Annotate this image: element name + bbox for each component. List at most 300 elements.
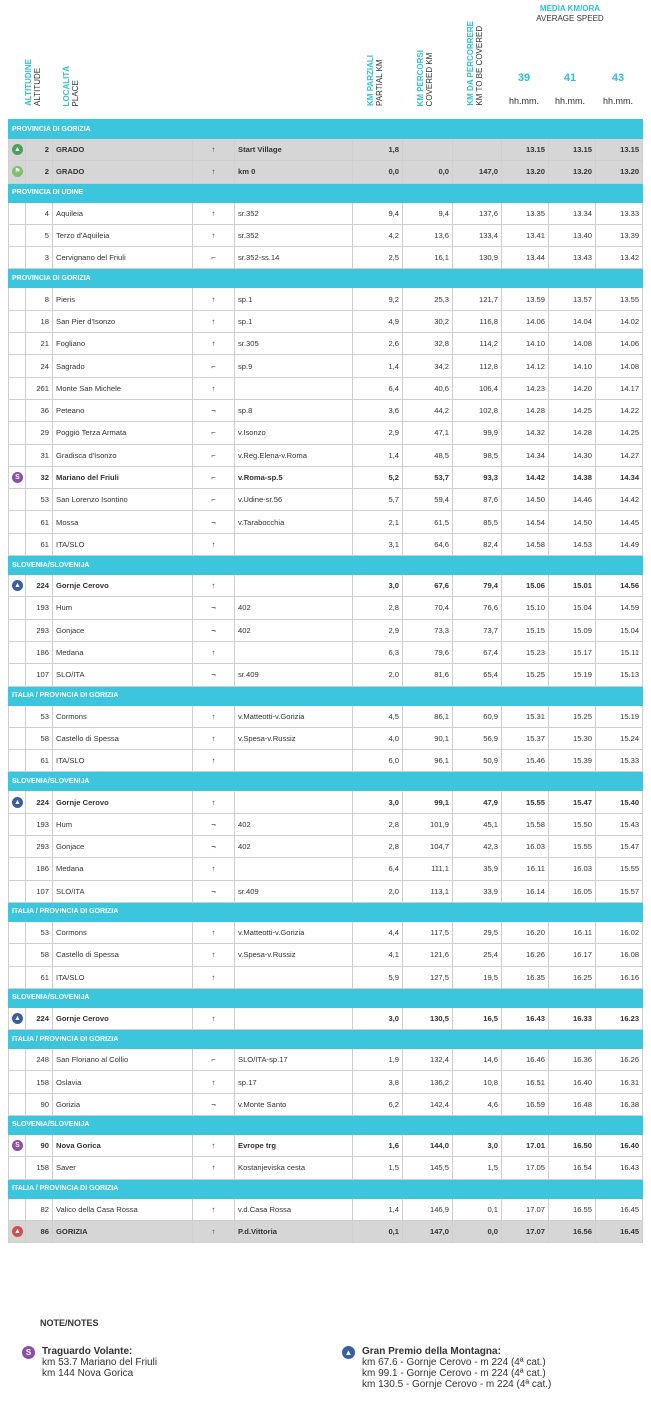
road-cell: sr.409 bbox=[235, 880, 353, 902]
icon-cell bbox=[9, 1157, 26, 1179]
covered-km-cell: 40,6 bbox=[403, 377, 453, 399]
direction-cell: ↑ bbox=[193, 944, 235, 966]
table-row bbox=[9, 858, 643, 880]
direction-cell: ¬ bbox=[193, 597, 235, 619]
section-row bbox=[9, 686, 643, 705]
time-39-cell: 16.26 bbox=[502, 944, 549, 966]
place-cell: Cormons bbox=[53, 705, 193, 727]
covered-km-cell: 0,0 bbox=[403, 161, 453, 183]
section-row bbox=[9, 556, 643, 575]
section-row bbox=[9, 269, 643, 288]
altitude-cell: 90 bbox=[26, 1093, 53, 1115]
direction-cell: ⌐ bbox=[193, 444, 235, 466]
covered-km-cell: 101,9 bbox=[403, 813, 453, 835]
covered-km-cell bbox=[403, 139, 453, 161]
direction-cell: ¬ bbox=[193, 880, 235, 902]
table-row bbox=[9, 333, 643, 355]
section-label: ITALIA / PROVINCIA DI GORIZIA bbox=[9, 686, 643, 705]
time-41-cell: 16.54 bbox=[549, 1157, 596, 1179]
covered-km-cell: 111,1 bbox=[403, 858, 453, 880]
covered-km-cell: 145,5 bbox=[403, 1157, 453, 1179]
time-43-cell: 14.06 bbox=[596, 333, 643, 355]
partial-km-cell: 0,1 bbox=[353, 1220, 403, 1242]
time-41-cell: 14.38 bbox=[549, 466, 596, 488]
time-43-cell: 15.33 bbox=[596, 750, 643, 772]
altitude-cell: 18 bbox=[26, 310, 53, 332]
place-cell: Gonjace bbox=[53, 836, 193, 858]
time-43-cell: 15.19 bbox=[596, 705, 643, 727]
partial-km-cell: 4,2 bbox=[353, 224, 403, 246]
direction-cell: ↑ bbox=[193, 575, 235, 597]
table-row bbox=[9, 705, 643, 727]
section-row bbox=[9, 988, 643, 1007]
covered-km-header: KM PERCORSI COVERED KM bbox=[416, 49, 434, 106]
icon-cell bbox=[9, 836, 26, 858]
sprint-note-line: km 144 Nova Gorica bbox=[42, 1368, 134, 1379]
icon-cell bbox=[9, 880, 26, 902]
road-cell bbox=[235, 1007, 353, 1029]
to-cover-km-cell: 50,9 bbox=[453, 750, 502, 772]
road-cell: v.Isonzo bbox=[235, 422, 353, 444]
partial-km-cell: 3,0 bbox=[353, 791, 403, 813]
time-39-cell: 14.58 bbox=[502, 533, 549, 555]
icon-cell bbox=[9, 533, 26, 555]
time-43-cell: 16.38 bbox=[596, 1093, 643, 1115]
to-cover-km-cell: 133,4 bbox=[453, 224, 502, 246]
route-table bbox=[8, 119, 643, 1243]
direction-cell: ↑ bbox=[193, 641, 235, 663]
covered-km-cell: 30,2 bbox=[403, 310, 453, 332]
road-cell: sr.352-ss.14 bbox=[235, 247, 353, 269]
time-43-cell: 13.20 bbox=[596, 161, 643, 183]
altitude-cell: 86 bbox=[26, 1220, 53, 1242]
time-39-cell: 13.59 bbox=[502, 288, 549, 310]
partial-km-cell: 5,9 bbox=[353, 966, 403, 988]
covered-km-cell: 47,1 bbox=[403, 422, 453, 444]
mountain-icon: ▲ bbox=[12, 797, 23, 808]
section-label: SLOVENIA/SLOVENIJA bbox=[9, 772, 643, 791]
covered-km-cell: 59,4 bbox=[403, 489, 453, 511]
covered-km-cell: 16,1 bbox=[403, 247, 453, 269]
place-cell: Saver bbox=[53, 1157, 193, 1179]
time-39-cell: 13.35 bbox=[502, 202, 549, 224]
icon-cell bbox=[9, 1007, 26, 1029]
time-41-cell: 15.47 bbox=[549, 791, 596, 813]
table-row bbox=[9, 750, 643, 772]
table-row bbox=[9, 575, 643, 597]
to-cover-km-cell: 56,9 bbox=[453, 727, 502, 749]
road-cell: sr.409 bbox=[235, 664, 353, 686]
kom-note-line: km 130.5 - Gornje Cerovo - m 224 (4ª cat.) bbox=[362, 1379, 552, 1390]
direction-cell: ↑ bbox=[193, 377, 235, 399]
direction-cell: ↑ bbox=[193, 202, 235, 224]
section-row bbox=[9, 120, 643, 139]
time-41-cell: 15.25 bbox=[549, 705, 596, 727]
to-cover-km-cell: 87,6 bbox=[453, 489, 502, 511]
table-row bbox=[9, 1157, 643, 1179]
partial-km-cell: 2,0 bbox=[353, 880, 403, 902]
table-header bbox=[0, 0, 651, 118]
time-41-cell: 13.20 bbox=[549, 161, 596, 183]
partial-km-cell: 4,5 bbox=[353, 705, 403, 727]
partial-km-cell: 1,4 bbox=[353, 355, 403, 377]
direction-cell: ⌐ bbox=[193, 355, 235, 377]
time-39-cell: 17.01 bbox=[502, 1134, 549, 1156]
place-cell: Gorizia bbox=[53, 1093, 193, 1115]
direction-cell: ⌐ bbox=[193, 1049, 235, 1071]
time-41-cell: 14.20 bbox=[549, 377, 596, 399]
table-row bbox=[9, 247, 643, 269]
section-row bbox=[9, 902, 643, 921]
altitude-cell: 5 bbox=[26, 224, 53, 246]
icon-cell bbox=[9, 310, 26, 332]
road-cell: sp.1 bbox=[235, 288, 353, 310]
to-cover-km-cell: 112,8 bbox=[453, 355, 502, 377]
altitude-cell: 3 bbox=[26, 247, 53, 269]
road-cell bbox=[235, 791, 353, 813]
partial-km-cell: 9,4 bbox=[353, 202, 403, 224]
covered-km-cell: 70,4 bbox=[403, 597, 453, 619]
time-41-cell: 13.34 bbox=[549, 202, 596, 224]
table-row bbox=[9, 422, 643, 444]
icon-cell bbox=[9, 511, 26, 533]
direction-cell: ↑ bbox=[193, 1220, 235, 1242]
time-39-cell: 15.15 bbox=[502, 619, 549, 641]
icon-cell bbox=[9, 944, 26, 966]
time-43-cell: 15.13 bbox=[596, 664, 643, 686]
covered-km-cell: 146,9 bbox=[403, 1198, 453, 1220]
partial-km-cell: 3,0 bbox=[353, 1007, 403, 1029]
icon-cell bbox=[9, 1093, 26, 1115]
partial-km-cell: 2,8 bbox=[353, 597, 403, 619]
covered-km-cell: 73,3 bbox=[403, 619, 453, 641]
covered-km-cell: 32,8 bbox=[403, 333, 453, 355]
partial-km-cell: 6,3 bbox=[353, 641, 403, 663]
table-row bbox=[9, 1049, 643, 1071]
partial-km-cell: 3,1 bbox=[353, 533, 403, 555]
partial-km-cell: 2,0 bbox=[353, 664, 403, 686]
partial-km-cell: 5,2 bbox=[353, 466, 403, 488]
time-43-cell: 16.43 bbox=[596, 1157, 643, 1179]
time-41-cell: 15.09 bbox=[549, 619, 596, 641]
speed-39: 39 bbox=[517, 72, 531, 84]
covered-km-cell: 13,6 bbox=[403, 224, 453, 246]
time-43-cell: 15.47 bbox=[596, 836, 643, 858]
icon-cell bbox=[9, 1049, 26, 1071]
altitude-cell: 90 bbox=[26, 1134, 53, 1156]
covered-km-cell: 127,5 bbox=[403, 966, 453, 988]
time-39-cell: 16.11 bbox=[502, 858, 549, 880]
altitude-cell: 53 bbox=[26, 921, 53, 943]
partial-km-header: KM PARZIALI PARTIAL KM bbox=[366, 55, 384, 106]
road-cell: sp.8 bbox=[235, 399, 353, 421]
to-cover-km-cell: 93,3 bbox=[453, 466, 502, 488]
partial-km-cell: 4,9 bbox=[353, 310, 403, 332]
to-cover-km-cell: 130,9 bbox=[453, 247, 502, 269]
road-cell: v.Reg.Elena-v.Roma bbox=[235, 444, 353, 466]
table-row bbox=[9, 139, 643, 161]
time-43-cell: 16.26 bbox=[596, 1049, 643, 1071]
altitude-cell: 293 bbox=[26, 836, 53, 858]
to-cover-km-cell: 35,9 bbox=[453, 858, 502, 880]
time-41-cell: 14.25 bbox=[549, 399, 596, 421]
to-cover-km-cell: 45,1 bbox=[453, 813, 502, 835]
partial-km-cell: 4,4 bbox=[353, 921, 403, 943]
road-cell: sp.17 bbox=[235, 1071, 353, 1093]
to-cover-km-cell: 42,3 bbox=[453, 836, 502, 858]
road-cell: v.Monte Santo bbox=[235, 1093, 353, 1115]
section-label: SLOVENIA/SLOVENIJA bbox=[9, 988, 643, 1007]
to-cover-km-cell: 79,4 bbox=[453, 575, 502, 597]
place-cell: ITA/SLO bbox=[53, 750, 193, 772]
kom-note bbox=[344, 1346, 552, 1390]
time-43-cell: 14.25 bbox=[596, 422, 643, 444]
altitude-cell: 107 bbox=[26, 664, 53, 686]
icon-cell bbox=[9, 466, 26, 488]
time-39-cell: 14.12 bbox=[502, 355, 549, 377]
direction-cell: ↑ bbox=[193, 791, 235, 813]
icon-cell bbox=[9, 288, 26, 310]
sprint-note-title: Traguardo Volante: bbox=[42, 1346, 133, 1357]
direction-cell: ↑ bbox=[193, 1071, 235, 1093]
time-39-cell: 14.34 bbox=[502, 444, 549, 466]
place-cell: Medana bbox=[53, 858, 193, 880]
icon-cell bbox=[9, 727, 26, 749]
table-row bbox=[9, 813, 643, 835]
time-39-cell: 15.10 bbox=[502, 597, 549, 619]
covered-km-cell: 90,1 bbox=[403, 727, 453, 749]
to-cover-km-cell: 85,5 bbox=[453, 511, 502, 533]
icon-cell bbox=[9, 333, 26, 355]
road-cell bbox=[235, 750, 353, 772]
time-39-cell: 14.50 bbox=[502, 489, 549, 511]
to-cover-km-cell: 0,0 bbox=[453, 1220, 502, 1242]
partial-km-cell: 4,1 bbox=[353, 944, 403, 966]
road-cell: 402 bbox=[235, 836, 353, 858]
road-cell: sr.305 bbox=[235, 333, 353, 355]
time-39-cell: 16.14 bbox=[502, 880, 549, 902]
direction-cell: ↑ bbox=[193, 705, 235, 727]
icon-cell bbox=[9, 1071, 26, 1093]
section-row bbox=[9, 1179, 643, 1198]
to-cover-km-cell: 33,9 bbox=[453, 880, 502, 902]
covered-km-cell: 25,3 bbox=[403, 288, 453, 310]
time-43-cell: 15.43 bbox=[596, 813, 643, 835]
time-41-cell: 15.55 bbox=[549, 836, 596, 858]
time-43-cell: 13.42 bbox=[596, 247, 643, 269]
table-row bbox=[9, 836, 643, 858]
time-41-cell: 13.43 bbox=[549, 247, 596, 269]
direction-cell: ↑ bbox=[193, 333, 235, 355]
to-cover-km-cell: 65,4 bbox=[453, 664, 502, 686]
direction-cell: ¬ bbox=[193, 813, 235, 835]
icon-cell bbox=[9, 750, 26, 772]
altitude-cell: 4 bbox=[26, 202, 53, 224]
time-41-cell: 14.30 bbox=[549, 444, 596, 466]
time-41-cell: 15.17 bbox=[549, 641, 596, 663]
icon-cell bbox=[9, 139, 26, 161]
partial-km-cell: 6,2 bbox=[353, 1093, 403, 1115]
finish-icon: ▲ bbox=[12, 1226, 23, 1237]
road-cell: v.Roma-sp.5 bbox=[235, 466, 353, 488]
place-cell: Hum bbox=[53, 597, 193, 619]
partial-km-cell: 0,0 bbox=[353, 161, 403, 183]
time-39-cell: 14.42 bbox=[502, 466, 549, 488]
time-43-cell: 13.39 bbox=[596, 224, 643, 246]
to-cover-km-cell: 147,0 bbox=[453, 161, 502, 183]
altitude-cell: 8 bbox=[26, 288, 53, 310]
icon-cell bbox=[9, 247, 26, 269]
section-label: SLOVENIA/SLOVENIJA bbox=[9, 1115, 643, 1134]
partial-km-cell: 2,9 bbox=[353, 619, 403, 641]
icon-cell bbox=[9, 597, 26, 619]
altitude-cell: 53 bbox=[26, 489, 53, 511]
place-cell: Terzo d'Aquileia bbox=[53, 224, 193, 246]
place-cell: ITA/SLO bbox=[53, 533, 193, 555]
table-row bbox=[9, 1071, 643, 1093]
sprint-icon: S bbox=[22, 1346, 35, 1359]
section-row bbox=[9, 1030, 643, 1049]
time-39-cell: 14.06 bbox=[502, 310, 549, 332]
table-row bbox=[9, 921, 643, 943]
time-43-cell: 14.08 bbox=[596, 355, 643, 377]
time-41-cell: 15.39 bbox=[549, 750, 596, 772]
partial-km-cell: 3,6 bbox=[353, 399, 403, 421]
time-39-cell: 16.46 bbox=[502, 1049, 549, 1071]
table-row bbox=[9, 664, 643, 686]
altitude-cell: 31 bbox=[26, 444, 53, 466]
direction-cell: ↑ bbox=[193, 310, 235, 332]
time-43-cell: 14.49 bbox=[596, 533, 643, 555]
unit-43: hh.mm. bbox=[602, 96, 633, 106]
to-cover-km-cell: 106,4 bbox=[453, 377, 502, 399]
table-row bbox=[9, 355, 643, 377]
table-row bbox=[9, 1093, 643, 1115]
time-39-cell: 15.31 bbox=[502, 705, 549, 727]
time-39-cell: 16.59 bbox=[502, 1093, 549, 1115]
table-row bbox=[9, 466, 643, 488]
place-cell: Gornje Cerovo bbox=[53, 575, 193, 597]
start-icon: ▲ bbox=[12, 144, 23, 155]
speed-43: 43 bbox=[611, 72, 625, 84]
road-cell: 402 bbox=[235, 813, 353, 835]
partial-km-cell: 2,8 bbox=[353, 813, 403, 835]
altitude-cell: 248 bbox=[26, 1049, 53, 1071]
partial-km-cell: 1,6 bbox=[353, 1134, 403, 1156]
to-cover-km-cell: 82,4 bbox=[453, 533, 502, 555]
partial-km-cell: 2,8 bbox=[353, 836, 403, 858]
altitude-header: ALTITUDINE ALTITUDE bbox=[24, 59, 42, 106]
altitude-cell: 186 bbox=[26, 858, 53, 880]
to-cover-km-cell: 19,5 bbox=[453, 966, 502, 988]
time-43-cell: 15.55 bbox=[596, 858, 643, 880]
altitude-cell: 82 bbox=[26, 1198, 53, 1220]
table-row bbox=[9, 511, 643, 533]
direction-cell: ⌐ bbox=[193, 422, 235, 444]
altitude-cell: 36 bbox=[26, 399, 53, 421]
icon-cell bbox=[9, 444, 26, 466]
time-41-cell: 16.50 bbox=[549, 1134, 596, 1156]
sprint-icon: S bbox=[12, 472, 23, 483]
time-41-cell: 16.55 bbox=[549, 1198, 596, 1220]
table-row bbox=[9, 944, 643, 966]
to-cover-km-cell: 25,4 bbox=[453, 944, 502, 966]
to-cover-km-cell: 116,8 bbox=[453, 310, 502, 332]
partial-km-cell: 2,9 bbox=[353, 422, 403, 444]
road-cell: SLO/ITA-sp.17 bbox=[235, 1049, 353, 1071]
time-41-cell: 14.28 bbox=[549, 422, 596, 444]
time-43-cell: 16.02 bbox=[596, 921, 643, 943]
direction-cell: ↑ bbox=[193, 533, 235, 555]
place-cell: SLO/ITA bbox=[53, 664, 193, 686]
time-41-cell: 16.05 bbox=[549, 880, 596, 902]
time-43-cell: 13.15 bbox=[596, 139, 643, 161]
time-43-cell: 16.45 bbox=[596, 1220, 643, 1242]
section-label: PROVINCIA DI UDINE bbox=[9, 183, 643, 202]
time-43-cell: 14.02 bbox=[596, 310, 643, 332]
direction-cell: ¬ bbox=[193, 836, 235, 858]
section-label: ITALIA / PROVINCIA DI GORIZIA bbox=[9, 1030, 643, 1049]
time-39-cell: 13.20 bbox=[502, 161, 549, 183]
partial-km-cell: 3,0 bbox=[353, 575, 403, 597]
altitude-cell: 2 bbox=[26, 161, 53, 183]
place-cell: Gornje Cerovo bbox=[53, 1007, 193, 1029]
time-43-cell: 14.34 bbox=[596, 466, 643, 488]
to-cover-km-cell bbox=[453, 139, 502, 161]
direction-cell: ↑ bbox=[193, 288, 235, 310]
place-cell: Peteano bbox=[53, 399, 193, 421]
time-43-cell: 15.40 bbox=[596, 791, 643, 813]
road-cell: Start Village bbox=[235, 139, 353, 161]
road-cell: v.Matteotti-v.Gorizia bbox=[235, 921, 353, 943]
icon-cell bbox=[9, 355, 26, 377]
time-43-cell: 16.16 bbox=[596, 966, 643, 988]
covered-km-cell: 44,2 bbox=[403, 399, 453, 421]
place-cell: Gradisca d'Isonzo bbox=[53, 444, 193, 466]
place-cell: San Pier d'Isonzo bbox=[53, 310, 193, 332]
time-41-cell: 16.11 bbox=[549, 921, 596, 943]
place-cell: Castello di Spessa bbox=[53, 944, 193, 966]
road-cell: v.Matteotti-v.Gorizia bbox=[235, 705, 353, 727]
covered-km-cell: 34,2 bbox=[403, 355, 453, 377]
table-row bbox=[9, 224, 643, 246]
time-43-cell: 15.57 bbox=[596, 880, 643, 902]
place-cell: Aquileia bbox=[53, 202, 193, 224]
table-row bbox=[9, 1198, 643, 1220]
covered-km-cell: 64,6 bbox=[403, 533, 453, 555]
place-cell: Fogliano bbox=[53, 333, 193, 355]
direction-cell: ↑ bbox=[193, 224, 235, 246]
direction-cell: ¬ bbox=[193, 399, 235, 421]
road-cell: 402 bbox=[235, 619, 353, 641]
partial-km-cell: 2,1 bbox=[353, 511, 403, 533]
table-row bbox=[9, 1220, 643, 1242]
place-cell: Nova Gorica bbox=[53, 1134, 193, 1156]
partial-km-cell: 3,8 bbox=[353, 1071, 403, 1093]
direction-cell: ↑ bbox=[193, 1157, 235, 1179]
covered-km-cell: 147,0 bbox=[403, 1220, 453, 1242]
section-label: PROVINCIA DI GORIZIA bbox=[9, 269, 643, 288]
place-cell: Cervignano del Friuli bbox=[53, 247, 193, 269]
partial-km-cell: 6,4 bbox=[353, 858, 403, 880]
altitude-cell: 224 bbox=[26, 791, 53, 813]
partial-km-cell: 2,5 bbox=[353, 247, 403, 269]
partial-km-cell: 5,7 bbox=[353, 489, 403, 511]
time-41-cell: 14.04 bbox=[549, 310, 596, 332]
road-cell bbox=[235, 377, 353, 399]
altitude-cell: 107 bbox=[26, 880, 53, 902]
partial-km-cell: 1,9 bbox=[353, 1049, 403, 1071]
